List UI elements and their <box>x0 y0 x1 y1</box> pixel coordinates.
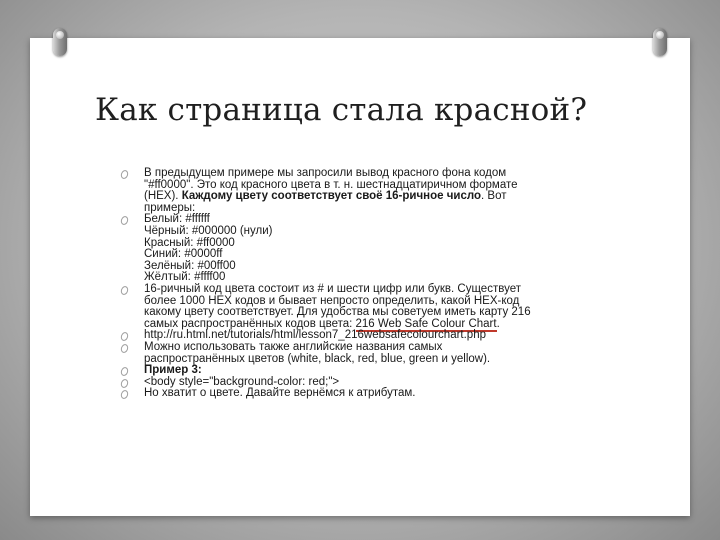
oval-bullet-icon <box>120 285 129 294</box>
text-span: примеры: <box>144 201 196 214</box>
text-span: http://ru.html.net/tutorials/html/lesson7_216websafecolourchart.php <box>144 329 486 342</box>
text-span: Зелёный: #00ff00 <box>144 259 236 272</box>
text-span: Синий: #0000ff <box>144 248 223 261</box>
text-span: распространённых цветов (white, black, red, blue, green и yellow). <box>144 352 491 365</box>
list-item <box>118 342 618 365</box>
text-span: Чёрный: #000000 (нули) <box>144 224 273 237</box>
oval-bullet-icon <box>120 215 129 224</box>
text-span: Красный: #ff0000 <box>144 236 235 249</box>
text-line <box>144 388 618 400</box>
oval-bullet-icon <box>120 343 129 352</box>
text-line <box>144 203 618 215</box>
text-span: какому цвету соответствует. Для удобства мы советуем иметь карту 216 <box>144 306 531 319</box>
bold-text: Каждому цвету соответствует своё 16-ричное число <box>181 190 482 203</box>
text-span: Белый: #ffffff <box>144 213 210 226</box>
bold-text: Пример 3: <box>144 364 202 377</box>
text-span: Можно использовать также английские названия самых <box>144 340 443 353</box>
text-span: более 1000 HEX кодов и бывает непросто определить, какой HEX-код <box>144 294 520 307</box>
oval-bullet-icon <box>120 169 129 178</box>
slide-title: Как страница стала красной? <box>95 92 588 128</box>
list-item <box>118 168 618 214</box>
text-span: . Вот <box>481 190 507 203</box>
text-span: . <box>496 317 500 330</box>
text-line <box>144 354 618 366</box>
text-span: <body style="background-color: red;"> <box>144 375 340 388</box>
list-item <box>118 214 618 284</box>
text-span: "#ff0000". Это код красного цвета в т. н. шестнадцатиричном формате <box>144 178 518 191</box>
text-span: самых распространённых кодов цвета: <box>144 317 356 330</box>
list-item <box>118 388 618 400</box>
text-span: (HEX). <box>144 190 182 203</box>
text-span: 16-ричный код цвета состоит из # и шести цифр или букв. Существует <box>144 282 521 295</box>
text-span: Жёлтый: #ffff00 <box>144 271 226 284</box>
text-line <box>144 191 618 203</box>
text-span: В предыдущем примере мы запросили вывод красного фона кодом <box>144 167 507 179</box>
web-safe-colour-chart-link[interactable]: 216 Web Safe Colour Chart <box>355 317 497 330</box>
text-span: Но хватит о цвете. Давайте вернёмся к атрибутам. <box>144 387 416 400</box>
screw-icon <box>53 28 67 56</box>
oval-bullet-icon <box>120 331 129 340</box>
oval-bullet-icon <box>120 366 129 375</box>
list-item <box>118 284 618 330</box>
oval-bullet-icon <box>120 389 129 398</box>
oval-bullet-icon <box>120 378 129 387</box>
screw-icon <box>653 28 667 56</box>
bullet-list <box>118 168 618 400</box>
